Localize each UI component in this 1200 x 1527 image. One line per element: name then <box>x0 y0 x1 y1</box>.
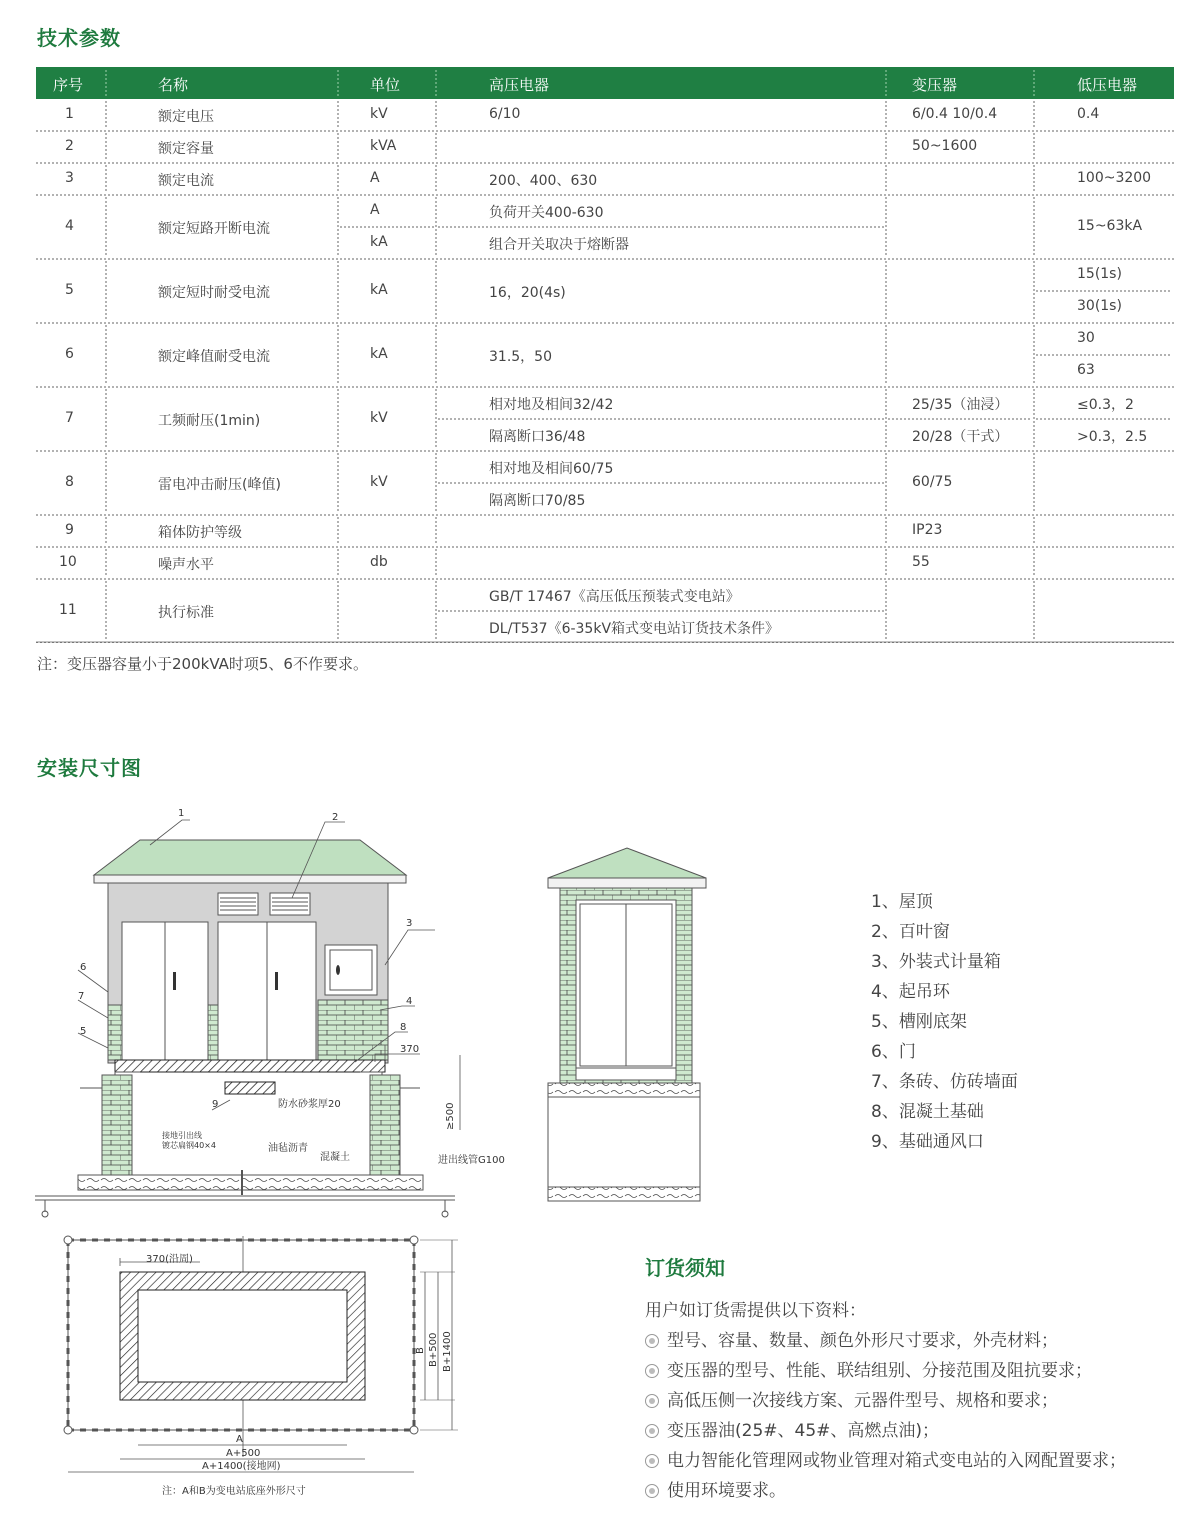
table-cell-no: 10 <box>59 554 77 570</box>
label-ge500: ≥500 <box>445 1102 456 1130</box>
plan-A500: A+500 <box>226 1448 261 1459</box>
table-cell-name: 雷电冲击耐压(峰值) <box>158 477 281 493</box>
callout-2: 2 <box>332 812 339 823</box>
front-elevation-drawing <box>30 800 520 1230</box>
callout-4: 4 <box>406 996 413 1007</box>
table-cell-unit: kV <box>370 410 388 426</box>
table-cell-unit: kV <box>370 474 388 490</box>
callout-1: 1 <box>178 808 185 819</box>
order-item: 型号、容量、数量、颜色外形尺寸要求，外壳材料； <box>645 1326 1126 1356</box>
table-cell-name: 额定电流 <box>158 173 214 189</box>
callout-3: 3 <box>406 918 413 929</box>
table-cell-lv: 100~3200 <box>1077 170 1152 186</box>
table-cell-lv: 30 <box>1077 330 1095 346</box>
table-cell-tr: 6/0.4 10/0.4 <box>912 106 998 122</box>
label-waterproof: 防水砂浆厚20 <box>278 1099 341 1110</box>
order-item: 变压器油(25#、45#、高燃点油)； <box>645 1416 1126 1446</box>
table-cell-tr: 50~1600 <box>912 138 978 154</box>
table-cell-hv: 隔离断口36/48 <box>489 429 586 445</box>
table-cell-unit: kA <box>370 346 388 362</box>
legend-item: 3、外装式计量箱 <box>871 952 1001 972</box>
table-cell-unit: db <box>370 554 388 570</box>
table-cell-no: 6 <box>65 346 74 362</box>
circle-bullet-icon <box>645 1484 659 1498</box>
table-header-cell: 低压电器 <box>1077 76 1138 94</box>
table-cell-name: 执行标准 <box>158 605 214 621</box>
label-concrete: 混凝土 <box>320 1152 350 1163</box>
plan-drawing <box>60 1232 470 1502</box>
table-cell-name: 箱体防护等级 <box>158 525 242 541</box>
table-cell-hv: 组合开关取决于熔断器 <box>489 237 629 253</box>
table-cell-hv: 31.5，50 <box>489 349 552 365</box>
table-header-cell: 序号 <box>53 76 84 94</box>
order-title: 订货须知 <box>645 1256 725 1280</box>
dim-370: 370 <box>400 1044 420 1055</box>
legend-item: 5、槽刚底架 <box>871 1012 967 1032</box>
table-cell-tr: IP23 <box>912 522 943 538</box>
table-cell-hv: 16，20(4s) <box>489 285 566 301</box>
table-cell-hv: GB/T 17467《高压低压预装式变电站》 <box>489 589 740 605</box>
plan-B: B <box>415 1347 426 1354</box>
label-conduit: 进出线管G100 <box>438 1155 505 1166</box>
table-cell-unit: kA <box>370 234 388 250</box>
order-intro: 用户如订货需提供以下资料： <box>645 1301 866 1321</box>
drawing-legend <box>871 887 1018 1157</box>
table-cell-unit: kVA <box>370 138 397 154</box>
install-title: 安装尺寸图 <box>37 756 142 780</box>
table-cell-unit: kA <box>370 282 388 298</box>
table-cell-lv: 30(1s) <box>1077 298 1122 314</box>
table-header-cell: 变压器 <box>912 76 958 94</box>
table-header-cell: 高压电器 <box>489 76 550 94</box>
label-felt: 油毡沥青 <box>268 1143 308 1154</box>
table-cell-no: 4 <box>65 218 74 234</box>
order-item: 使用环境要求。 <box>645 1476 1126 1506</box>
callout-6: 6 <box>80 962 87 973</box>
table-cell-name: 噪声水平 <box>158 557 214 573</box>
plan-B1400: B+1400 <box>442 1331 453 1372</box>
roof-shape <box>94 840 406 875</box>
callout-7: 7 <box>78 991 85 1002</box>
legend-item: 1、屋顶 <box>871 892 933 912</box>
table-cell-lv: ≤0.3，2 <box>1077 397 1134 413</box>
legend-item: 2、百叶窗 <box>871 922 950 942</box>
table-cell-unit: A <box>370 202 380 218</box>
table-cell-name: 额定短时耐受电流 <box>158 285 270 301</box>
table-cell-no: 8 <box>65 474 74 490</box>
table-cell-name: 额定短路开断电流 <box>158 221 270 237</box>
plan-A1400: A+1400(接地网) <box>202 1461 281 1472</box>
plan-B500: B+500 <box>428 1332 439 1367</box>
table-cell-name: 额定峰值耐受电流 <box>158 349 270 365</box>
table-cell-hv: 相对地及相间32/42 <box>489 397 614 413</box>
legend-item: 8、混凝土基础 <box>871 1102 984 1122</box>
table-cell-no: 1 <box>65 106 74 122</box>
table-cell-no: 11 <box>59 602 77 618</box>
table-cell-lv: >0.3，2.5 <box>1077 429 1148 445</box>
table-cell-tr: 20/28（干式） <box>912 429 1009 445</box>
table-cell-name: 额定电压 <box>158 109 214 125</box>
table-cell-hv: DL/T537《6-35kV箱式变电站订货技术条件》 <box>489 621 780 637</box>
circle-bullet-icon <box>645 1334 659 1348</box>
table-cell-tr: 55 <box>912 554 930 570</box>
table-cell-hv: 隔离断口70/85 <box>489 493 586 509</box>
callout-8: 8 <box>400 1022 407 1033</box>
legend-item: 7、条砖、仿砖墙面 <box>871 1072 1018 1092</box>
legend-item: 9、基础通风口 <box>871 1132 984 1152</box>
table-cell-tr: 25/35（油浸） <box>912 397 1009 413</box>
label-ground-lead-1: 接地引出线 <box>162 1131 202 1140</box>
side-elevation-drawing <box>540 840 710 1210</box>
legend-item: 4、起吊环 <box>871 982 950 1002</box>
table-cell-hv: 200、400、630 <box>489 173 598 189</box>
legend-item: 6、门 <box>871 1042 916 1062</box>
order-body <box>645 1296 1126 1506</box>
table-cell-lv: 15~63kA <box>1077 218 1143 234</box>
order-item: 电力智能化管理网或物业管理对箱式变电站的入网配置要求； <box>645 1446 1126 1476</box>
circle-bullet-icon <box>645 1454 659 1468</box>
table-cell-lv: 15(1s) <box>1077 266 1122 282</box>
table-cell-tr: 60/75 <box>912 474 953 490</box>
table-cell-unit: kV <box>370 106 388 122</box>
table-cell-lv: 0.4 <box>1077 106 1100 122</box>
tech-params-table <box>36 67 1174 643</box>
plan-note: 注：A和B为变电站底座外形尺寸 <box>162 1486 306 1497</box>
table-cell-no: 5 <box>65 282 74 298</box>
label-ground-lead-2: 镀芯扁钢40×4 <box>162 1141 216 1150</box>
tech-params-title: 技术参数 <box>37 26 121 50</box>
table-cell-hv: 负荷开关400-630 <box>489 205 604 221</box>
table-cell-name: 额定容量 <box>158 141 214 157</box>
table-cell-no: 7 <box>65 410 74 426</box>
table-cell-no: 2 <box>65 138 74 154</box>
table-cell-hv: 相对地及相间60/75 <box>489 461 614 477</box>
callout-9: 9 <box>212 1099 219 1110</box>
table-note: 注：变压器容量小于200kVA时项5、6不作要求。 <box>37 655 368 673</box>
table-header-cell: 名称 <box>158 76 189 94</box>
table-cell-lv: 63 <box>1077 362 1095 378</box>
table-cell-hv: 6/10 <box>489 106 521 122</box>
circle-bullet-icon <box>645 1424 659 1438</box>
order-item: 高低压侧一次接线方案、元器件型号、规格和要求； <box>645 1386 1126 1416</box>
table-cell-no: 9 <box>65 522 74 538</box>
callout-5: 5 <box>80 1026 87 1037</box>
table-cell-name: 工频耐压(1min) <box>158 413 261 429</box>
plan-370: 370(沿周) <box>146 1254 193 1265</box>
table-cell-no: 3 <box>65 170 74 186</box>
circle-bullet-icon <box>645 1394 659 1408</box>
table-cell-unit: A <box>370 170 380 186</box>
circle-bullet-icon <box>645 1364 659 1378</box>
order-item: 变压器的型号、性能、联结组别、分接范围及阻抗要求； <box>645 1356 1126 1386</box>
plan-A: A <box>236 1434 243 1445</box>
table-header-cell: 单位 <box>370 76 401 94</box>
